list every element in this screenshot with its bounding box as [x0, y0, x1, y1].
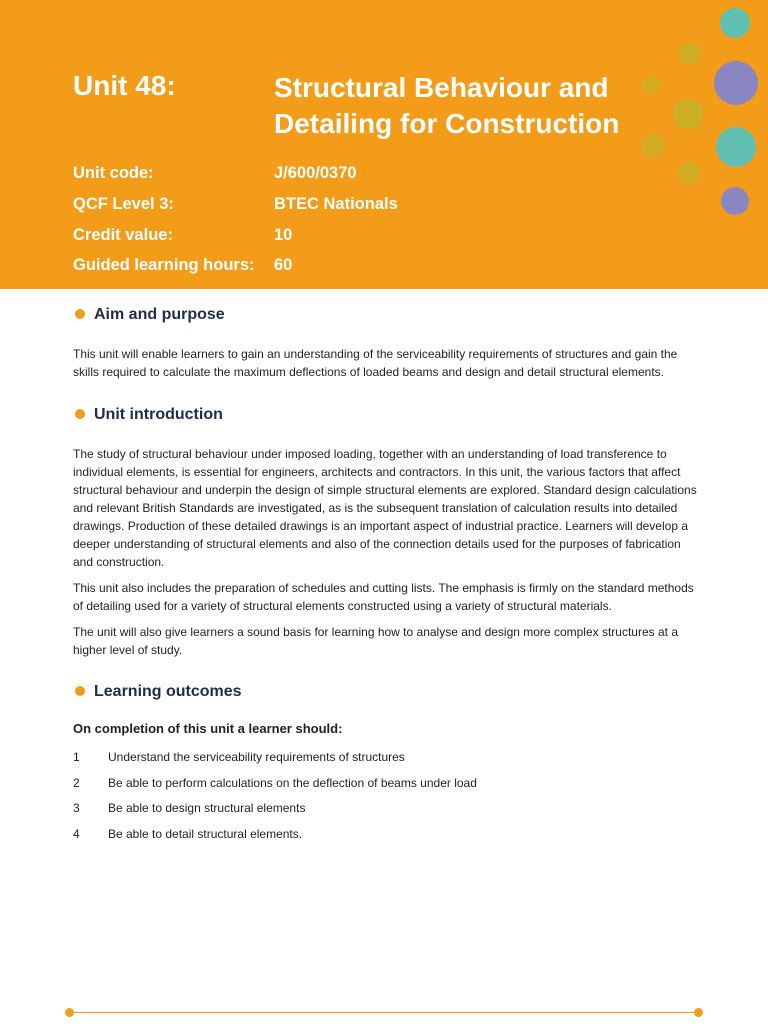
decorative-dot: [721, 187, 749, 215]
unit-title: [274, 70, 694, 142]
outcome-number: 2: [73, 775, 80, 790]
decorative-dot: [716, 127, 756, 167]
learning-outcomes-list: [73, 748, 701, 850]
meta-value: J/600/0370: [274, 164, 357, 182]
meta-label: Unit code:: [73, 164, 154, 182]
meta-value: 10: [274, 226, 293, 244]
meta-label: Credit value:: [73, 226, 173, 244]
outcome-text: Be able to perform calculations on the deflection of beams under load: [108, 775, 477, 790]
learning-outcomes-intro: On completion of this unit a learner should:: [73, 721, 343, 736]
outcome-number: 4: [73, 826, 80, 841]
heading-text: Aim and purpose: [94, 306, 225, 323]
meta-label: QCF Level 3:: [73, 195, 174, 213]
intro-paragraph: The unit will also give learners a sound basis for learning how to analyse and design more complex structures at a higher level of study.: [73, 625, 678, 657]
list-item: [73, 799, 701, 825]
section-heading-introduction: [75, 406, 223, 424]
header-banner: [0, 0, 768, 289]
footer-divider: [69, 1012, 699, 1013]
unit-title-line: Structural Behaviour and: [274, 72, 609, 103]
intro-paragraph: This unit also includes the preparation of schedules and cutting lists. The emphasis is firmly on the standard methods of detailing used for a variety of structural elements constructed using a variety of structural materials.: [73, 581, 694, 613]
meta-value: BTEC Nationals: [274, 195, 398, 213]
aim-paragraph: This unit will enable learners to gain an understanding of the serviceability requirements of structures and gain the skills required to calculate the maximum deflections of loaded beams and design and detail structural elements.: [73, 347, 678, 379]
unit-title-line: Detailing for Construction: [274, 108, 620, 139]
decorative-dot: [678, 162, 700, 184]
heading-text: Learning outcomes: [94, 683, 242, 700]
outcome-text: Be able to design structural elements: [108, 801, 306, 815]
outcome-number: 1: [73, 750, 80, 764]
meta-label: Guided learning hours:: [73, 256, 255, 274]
intro-paragraph: The study of structural behaviour under imposed loading, together with an understanding of load transference to individual elements, is essential for engineers, architects and contractors. In this unit, the various factors that affect structural behaviour and underpin the design of simple structural elements are explored. Standard design calculations and relevant British Standards are investigated, as is the subsequent translation of calculation results into detailed drawings. Production of these detailed drawings is an important aspect of industrial practice. Learners will develop a deeper understanding of structural elements and also of the connection details used for the purposes of fabrication and construction.: [73, 447, 697, 569]
decorative-dot: [679, 43, 701, 65]
list-item: [73, 825, 701, 851]
outcome-text: Be able to detail structural elements.: [108, 826, 303, 841]
outcome-text: Understand the serviceability requirements of structures: [108, 750, 405, 764]
decorative-dot: [714, 61, 758, 105]
footer-dot-right: [694, 1008, 703, 1017]
decorative-dot: [720, 8, 750, 38]
unit-number: Unit 48:: [73, 70, 176, 101]
list-item: [73, 774, 701, 800]
outcome-number: 3: [73, 801, 80, 815]
heading-text: Unit introduction: [94, 406, 223, 423]
bullet-icon: [75, 409, 85, 419]
meta-value: 60: [274, 256, 293, 274]
footer-dot-left: [65, 1008, 74, 1017]
bullet-icon: [75, 686, 85, 696]
bullet-icon: [75, 309, 85, 319]
section-heading-learning-outcomes: [75, 683, 242, 701]
section-heading-aim: [75, 306, 225, 324]
list-item: [73, 748, 701, 774]
